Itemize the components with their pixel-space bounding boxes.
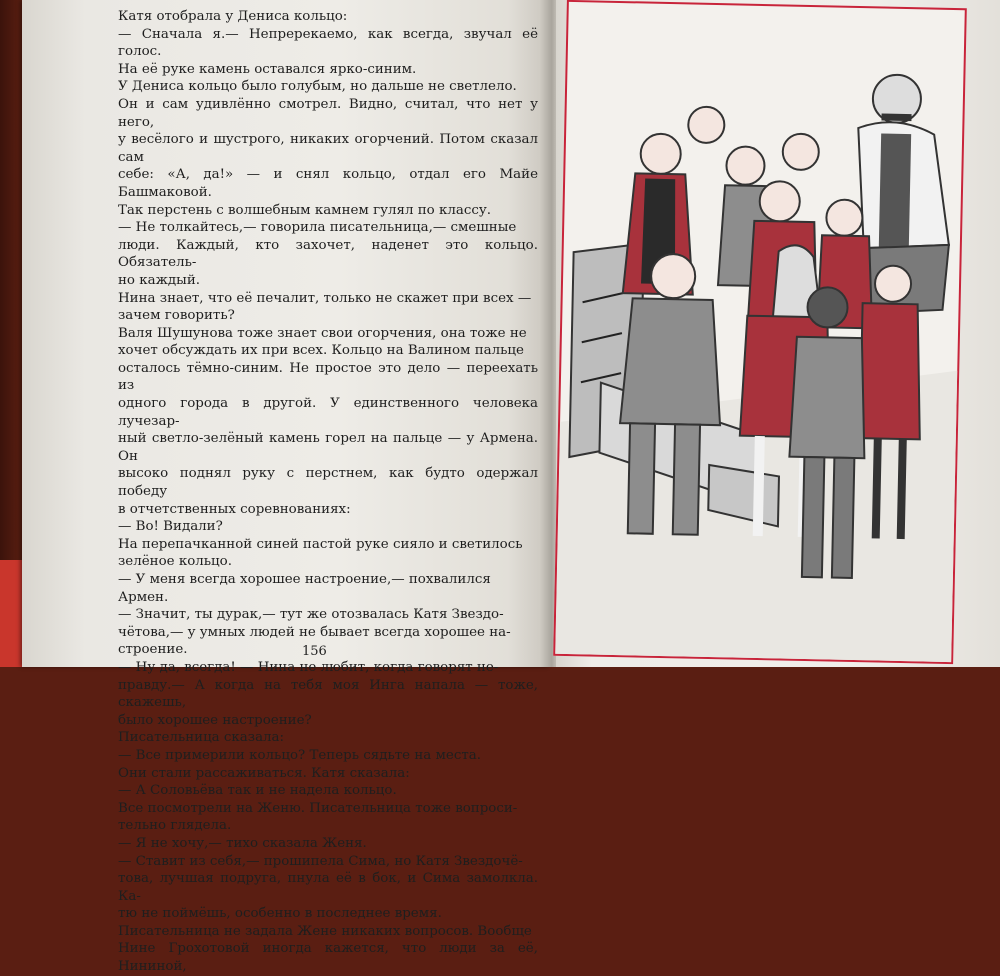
text-line: люди. Каждый, кто захочет, наденет это кольцо. Обязатель- bbox=[118, 237, 538, 271]
text-line: Катя отобрала у Дениса кольцо: bbox=[118, 9, 348, 24]
text-line: Так перстень с волшебным камнем гулял по классу. bbox=[118, 202, 491, 218]
text-line: — Все примерили кольцо? Теперь сядьте на места. bbox=[118, 747, 481, 763]
text-line: — Во! Видали? bbox=[118, 519, 223, 535]
text-line: хочет обсуждать их при всех. Кольцо на Валином пальце bbox=[118, 343, 524, 359]
text-line: осталось тёмно-синим. Не простое это дело — переехать из bbox=[118, 360, 538, 394]
text-line: — Ну да, всегда! — Нина не любит, когда говорят не- bbox=[118, 659, 499, 675]
text-line: тельно глядела. bbox=[118, 818, 232, 834]
text-line: зачем говорить? bbox=[118, 308, 235, 324]
text-line: Нине Грохотовой иногда кажется, что люди за её, Нининой, bbox=[118, 941, 538, 975]
text-line: себе: «А, да!» — и снял кольцо, отдал его Майе Башмаковой. bbox=[118, 167, 538, 200]
text-line: — Ставит из себя,— прошипела Сима, но Катя Звездочё- bbox=[118, 853, 523, 869]
text-line: На её руке камень оставался ярко-синим. bbox=[118, 61, 417, 77]
text-line: но каждый. bbox=[118, 272, 200, 288]
text-line: было хорошее настроение? bbox=[118, 712, 312, 728]
text-line: — У меня всегда хорошее настроение,— похвалился bbox=[118, 572, 491, 587]
text-line: ный светло-зелёный камень горел на пальце — у Армена. Он bbox=[118, 431, 538, 464]
text-line: Армен. bbox=[118, 589, 169, 605]
page-text bbox=[118, 8, 538, 976]
text-line: Он и сам удивлённо смотрел. Видно, считал, что нет у него, bbox=[118, 96, 538, 130]
text-line: тю не поймёшь, особенно в последнее время. bbox=[118, 906, 442, 922]
illustration-drawing bbox=[555, 2, 967, 664]
text-line: Они стали рассаживаться. Катя сказала: bbox=[118, 765, 410, 781]
text-line: — Не толкайтесь,— говорила писательница,— смешные bbox=[118, 220, 517, 236]
text-line: На перепачканной синей пастой руке сияло и светилось bbox=[118, 536, 523, 552]
page-number: 156 bbox=[302, 644, 327, 659]
text-line: това, лучшая подруга, пнула её в бок, и Сима замолкла. Ка- bbox=[118, 871, 538, 904]
text-line: — Я не хочу,— тихо сказала Женя. bbox=[118, 835, 367, 851]
text-line: — Сначала я.— Непререкаемо, как всегда, звучал её голос. bbox=[118, 26, 538, 60]
text-line: — А Соловьёва так и не надела кольцо. bbox=[118, 783, 397, 799]
text-line: — Значит, ты дурак,— тут же отозвалась Катя Звездо- bbox=[118, 607, 504, 623]
text-line: зелёное кольцо. bbox=[118, 554, 232, 570]
text-line: строение. bbox=[118, 642, 188, 658]
text-line: одного города в другой. У единственного человека лучезар- bbox=[118, 396, 538, 429]
text-line: Писательница не задала Жене никаких вопросов. Вообще bbox=[118, 923, 532, 939]
text-line: У Дениса кольцо было голубым, но дальше не светлело. bbox=[118, 79, 517, 95]
text-line: у весёлого и шустрого, никаких огорчений. Потом сказал сам bbox=[118, 132, 538, 165]
illustration bbox=[553, 0, 967, 664]
text-line: Валя Шушунова тоже знает свои огорчения, она тоже не bbox=[118, 325, 527, 341]
text-line: Нина знает, что её печалит, только не скажет при всех — bbox=[118, 290, 532, 306]
text-line: Писательница сказала: bbox=[118, 730, 285, 746]
left-page bbox=[22, 0, 550, 975]
text-line: высоко поднял руку с перстнем, как будто одержал победу bbox=[118, 466, 538, 500]
text-line: чётова,— у умных людей не бывает всегда хорошее на- bbox=[118, 624, 511, 640]
text-line: правду.— А когда на тебя моя Инга напала — тоже, скажешь, bbox=[118, 677, 538, 711]
text-line: Все посмотрели на Женю. Писательница тоже вопроси- bbox=[118, 800, 518, 816]
text-line: в отчетственных соревнованиях: bbox=[118, 501, 351, 517]
